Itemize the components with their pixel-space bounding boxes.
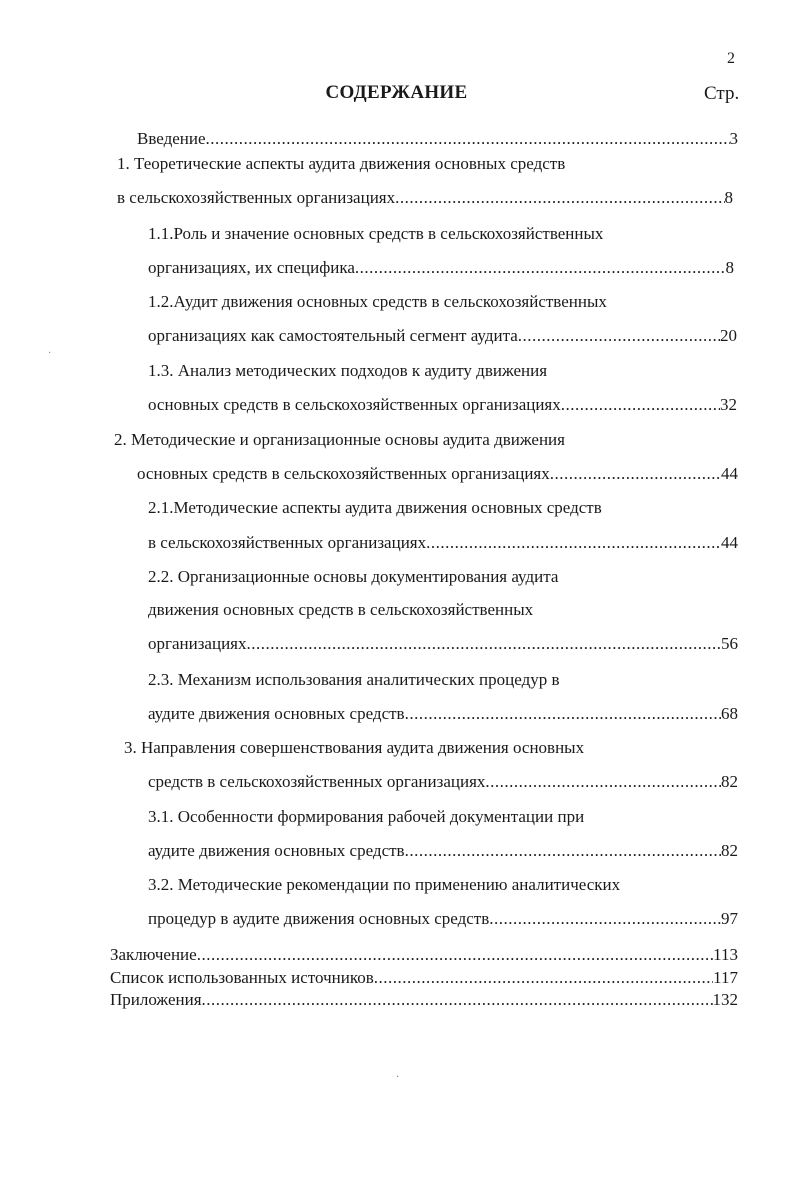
toc-section-1-1 <box>148 258 734 278</box>
toc-entry-page: 3 <box>729 129 738 148</box>
toc-chapter-2 <box>137 464 738 484</box>
toc-entry-conclusion <box>110 945 738 965</box>
toc-entry-page: 56 <box>721 634 738 653</box>
toc-section-2-3 <box>148 704 738 724</box>
toc-entry-appendix <box>110 990 738 1010</box>
toc-entry-text: основных средств в сельскохозяйственных организациях <box>137 464 550 483</box>
toc-entry-text: основных средств в сельскохозяйственных организациях <box>148 395 561 414</box>
toc-section-1-3-title: 1.3. Анализ методических подходов к аудиту движения <box>148 361 548 380</box>
toc-section-3-1 <box>148 841 738 861</box>
dot-leader <box>550 464 721 484</box>
scan-mark: · <box>48 348 52 359</box>
toc-entry-text: организациях <box>148 634 247 653</box>
toc-section-1-2 <box>148 326 737 346</box>
toc-entry-text: Приложения <box>110 990 202 1009</box>
dot-leader <box>355 258 726 278</box>
toc-entry-references <box>110 968 738 988</box>
toc-entry-text: Заключение <box>110 945 197 964</box>
toc-section-1-2-title: 1.2.Аудит движения основных средств в сельскохозяйственных <box>148 292 607 311</box>
toc-section-3-2-title: 3.2. Методические рекомендации по применению аналитических <box>148 875 621 894</box>
dot-leader <box>374 968 713 988</box>
toc-entry-page: 82 <box>721 772 738 791</box>
dot-leader <box>561 395 720 415</box>
toc-entry-text: процедур в аудите движения основных средств <box>148 909 490 928</box>
toc-section-2-3-title: 2.3. Механизм использования аналитических процедур в <box>148 670 560 689</box>
toc-entry-text: аудите движения основных средств <box>148 841 405 860</box>
toc-entry-page: 132 <box>712 990 738 1009</box>
toc-chapter-3-title: 3. Направления совершенствования аудита движения основных <box>124 738 585 757</box>
toc-entry-text: в сельскохозяйственных организациях <box>148 533 427 552</box>
toc-entry-page: 32 <box>720 395 737 414</box>
toc-section-2-2 <box>148 634 738 654</box>
page-number: 2 <box>727 50 735 67</box>
scan-mark: · <box>396 1072 400 1083</box>
page-column-label: Стр. <box>704 83 740 104</box>
toc-entry-page: 97 <box>721 909 738 928</box>
dot-leader <box>197 945 713 965</box>
toc-section-2-2-title-cont: движения основных средств в сельскохозяйственных <box>148 600 534 619</box>
toc-entry-page: 82 <box>721 841 738 860</box>
toc-entry-page: 68 <box>721 704 738 723</box>
dot-leader <box>405 841 721 861</box>
toc-entry-page: 44 <box>721 464 738 483</box>
dot-leader <box>485 772 721 792</box>
toc-section-1-3 <box>148 395 737 415</box>
toc-entry-text: Список использованных источников <box>110 968 374 987</box>
dot-leader <box>202 990 713 1010</box>
toc-section-3-1-title: 3.1. Особенности формирования рабочей документации при <box>148 807 585 826</box>
toc-section-2-1 <box>148 533 738 553</box>
toc-chapter-3 <box>148 772 738 792</box>
dot-leader <box>395 188 724 208</box>
dot-leader <box>206 129 730 149</box>
dot-leader <box>405 704 721 724</box>
toc-entry-text: организациях как самостоятельный сегмент аудита <box>148 326 518 345</box>
dot-leader <box>518 326 720 346</box>
toc-chapter-1 <box>117 188 733 208</box>
toc-section-1-1-title: 1.1.Роль и значение основных средств в сельскохозяйственных <box>148 224 604 243</box>
dot-leader <box>247 634 722 654</box>
toc-entry-page: 117 <box>713 968 738 987</box>
dot-leader <box>489 909 721 929</box>
toc-chapter-2-title: 2. Методические и организационные основы аудита движения <box>114 430 565 449</box>
toc-section-2-2-title: 2.2. Организационные основы документирования аудита <box>148 567 559 586</box>
toc-section-2-1-title: 2.1.Методические аспекты аудита движения основных средств <box>148 498 602 517</box>
toc-entry-page: 8 <box>724 188 733 207</box>
toc-section-3-2 <box>148 909 738 929</box>
dot-leader <box>426 533 721 553</box>
toc-entry-text: средств в сельскохозяйственных организациях <box>148 772 486 791</box>
toc-entry-text: организациях, их специфика <box>148 258 355 277</box>
toc-entry-page: 20 <box>720 326 737 345</box>
toc-entry-intro <box>137 129 738 149</box>
toc-entry-text: аудите движения основных средств <box>148 704 405 723</box>
toc-entry-text: Введение <box>137 129 206 148</box>
toc-entry-page: 44 <box>721 533 738 552</box>
toc-chapter-1-title: 1. Теоретические аспекты аудита движения основных средств <box>117 154 566 173</box>
toc-entry-page: 8 <box>725 258 734 277</box>
toc-entry-page: 113 <box>713 945 738 964</box>
page-title: СОДЕРЖАНИЕ <box>325 82 468 103</box>
toc-entry-text: в сельскохозяйственных организациях <box>117 188 396 207</box>
